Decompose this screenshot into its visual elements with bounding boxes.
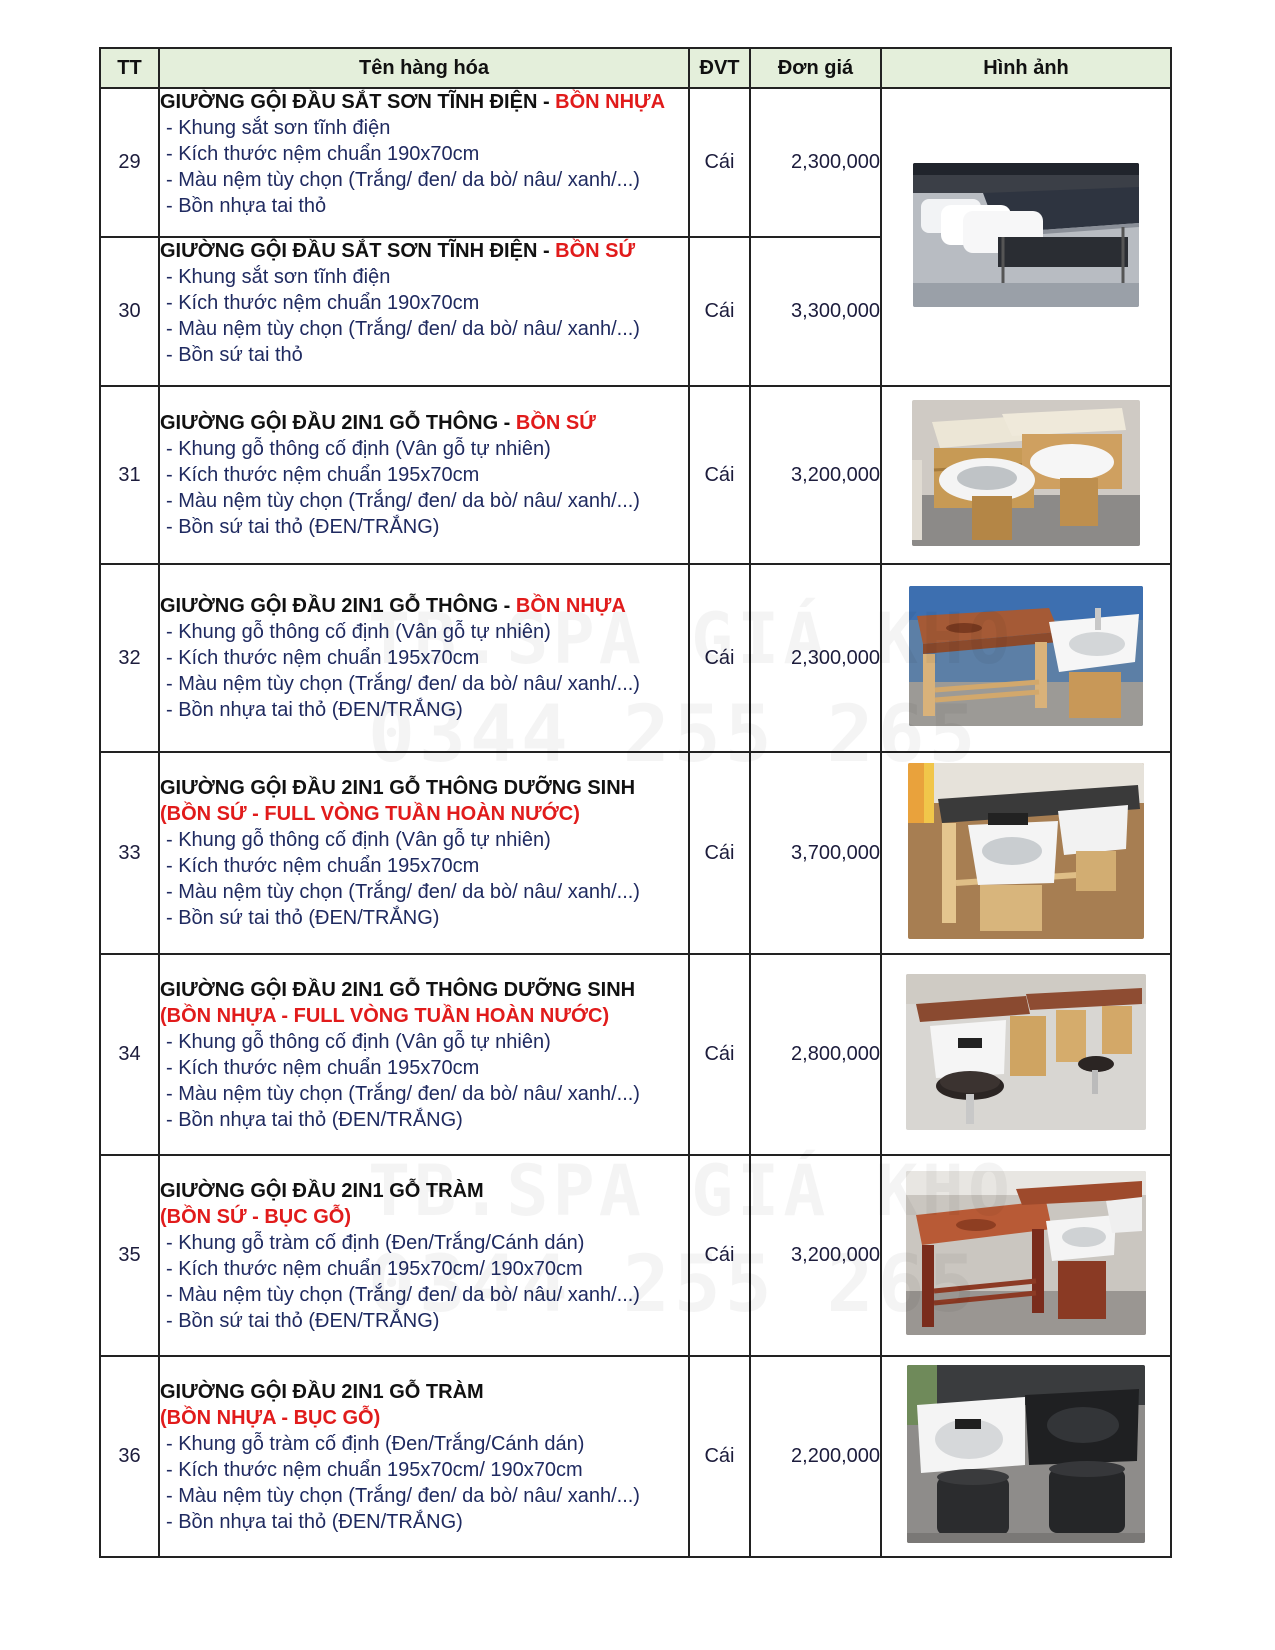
pine-wellness-ceramic-photo	[908, 763, 1144, 939]
price-cell: 2,800,000	[750, 954, 881, 1155]
product-title	[160, 593, 688, 619]
acacia-bed-ceramic-photo	[906, 1171, 1146, 1335]
product-title-text: GIƯỜNG GỘI ĐẦU SẮT SƠN TĨNH ĐIỆN -	[160, 240, 556, 262]
spec-line: - Kích thước nệm chuẩn 195x70cm	[166, 647, 480, 669]
product-title-highlight: BỒN NHỰA	[515, 595, 626, 617]
unit-cell: Cái	[689, 752, 750, 954]
price-cell: 3,300,000	[750, 237, 881, 386]
price-cell: 2,200,000	[750, 1356, 881, 1557]
product-subtitle: (BỒN NHỰA - FULL VÒNG TUẦN HOÀN NƯỚC)	[160, 1004, 610, 1027]
spec-line: - Màu nệm tùy chọn (Trắng/ đen/ da bò/ nâu/ xanh/...)	[166, 673, 640, 695]
spec-line: - Bồn nhựa tai thỏ (ĐEN/TRẮNG)	[166, 699, 463, 721]
pine-wellness-plastic-photo	[906, 974, 1146, 1130]
product-image-cell	[881, 564, 1171, 752]
unit-cell: Cái	[689, 237, 750, 386]
price-table	[99, 47, 1172, 1558]
product-image-cell	[881, 1155, 1171, 1356]
product-description	[159, 752, 689, 954]
unit-cell: Cái	[689, 1155, 750, 1356]
spec-line: - Kích thước nệm chuẩn 190x70cm	[166, 292, 480, 314]
pine-bed-ceramic-photo	[912, 400, 1140, 546]
spec-line: - Khung sắt sơn tĩnh điện	[166, 117, 391, 139]
row-number: 35	[100, 1155, 159, 1356]
product-description	[159, 88, 689, 237]
spec-line: - Khung sắt sơn tĩnh điện	[166, 266, 391, 288]
spec-line: - Bồn sứ tai thỏ (ĐEN/TRẮNG)	[166, 516, 440, 538]
product-title: GIƯỜNG GỘI ĐẦU 2IN1 GỖ TRÀM	[160, 1179, 484, 1202]
product-image-cell	[881, 954, 1171, 1155]
product-subtitle: (BỒN SỨ - FULL VÒNG TUẦN HOÀN NƯỚC)	[160, 803, 580, 825]
row-number: 29	[100, 88, 159, 237]
spec-line: - Kích thước nệm chuẩn 195x70cm	[166, 855, 480, 877]
product-title: GIƯỜNG GỘI ĐẦU 2IN1 GỖ THÔNG DƯỠNG SINH	[160, 777, 636, 799]
product-image-cell	[881, 88, 1171, 386]
spec-line: - Kích thước nệm chuẩn 190x70cm	[166, 143, 480, 165]
spec-line: - Kích thước nệm chuẩn 195x70cm	[166, 464, 480, 486]
acacia-bed-plastic-photo	[907, 1365, 1145, 1543]
row-number: 31	[100, 386, 159, 564]
table-row	[100, 1155, 1171, 1356]
spec-line: - Kích thước nệm chuẩn 195x70cm	[166, 1056, 480, 1079]
product-title: GIƯỜNG GỘI ĐẦU 2IN1 GỖ THÔNG DƯỠNG SINH	[160, 978, 636, 1001]
row-number: 32	[100, 564, 159, 752]
spec-line: - Khung gỗ tràm cố định (Đen/Trắng/Cánh dán)	[166, 1231, 585, 1254]
header-row	[100, 48, 1171, 88]
spec-line: - Khung gỗ tràm cố định (Đen/Trắng/Cánh dán)	[166, 1432, 585, 1455]
price-cell: 3,200,000	[750, 386, 881, 564]
spec-line: - Khung gỗ thông cố định (Vân gỗ tự nhiên)	[166, 829, 551, 851]
unit-cell: Cái	[689, 386, 750, 564]
product-description	[159, 1155, 689, 1356]
table-row	[100, 88, 1171, 237]
spec-line: - Khung gỗ thông cố định (Vân gỗ tự nhiên)	[166, 621, 551, 643]
spec-line: - Màu nệm tùy chọn (Trắng/ đen/ da bò/ nâu/ xanh/...)	[166, 1484, 640, 1507]
product-image-cell	[881, 386, 1171, 564]
spec-line: - Màu nệm tùy chọn (Trắng/ đen/ da bò/ nâu/ xanh/...)	[166, 881, 640, 903]
product-title	[160, 238, 688, 264]
product-title-highlight: BỒN NHỰA	[555, 91, 666, 113]
price-cell: 3,700,000	[750, 752, 881, 954]
price-cell: 3,200,000	[750, 1155, 881, 1356]
header-image: Hình ảnh	[881, 48, 1171, 88]
spec-line: - Màu nệm tùy chọn (Trắng/ đen/ da bò/ nâu/ xanh/...)	[166, 318, 640, 340]
unit-cell: Cái	[689, 1356, 750, 1557]
header-tt: TT	[100, 48, 159, 88]
product-description	[159, 1356, 689, 1557]
product-title	[160, 89, 688, 115]
row-number: 34	[100, 954, 159, 1155]
spec-line: - Màu nệm tùy chọn (Trắng/ đen/ da bò/ nâu/ xanh/...)	[166, 1283, 640, 1306]
spec-line: - Bồn nhựa tai thỏ (ĐEN/TRẮNG)	[166, 1108, 463, 1131]
spec-line: - Màu nệm tùy chọn (Trắng/ đen/ da bò/ nâu/ xanh/...)	[166, 1082, 640, 1105]
product-description	[159, 386, 689, 564]
table-row	[100, 954, 1171, 1155]
product-description	[159, 954, 689, 1155]
product-title	[160, 410, 688, 436]
product-title: GIƯỜNG GỘI ĐẦU 2IN1 GỖ TRÀM	[160, 1380, 484, 1403]
product-image-cell	[881, 752, 1171, 954]
spec-line: - Khung gỗ thông cố định (Vân gỗ tự nhiên)	[166, 1030, 551, 1053]
header-price: Đơn giá	[750, 48, 881, 88]
row-number: 30	[100, 237, 159, 386]
unit-cell: Cái	[689, 954, 750, 1155]
header-name: Tên hàng hóa	[159, 48, 689, 88]
spec-line: - Bồn nhựa tai thỏ (ĐEN/TRẮNG)	[166, 1510, 463, 1533]
spec-line: - Khung gỗ thông cố định (Vân gỗ tự nhiên)	[166, 438, 551, 460]
product-title-text: GIƯỜNG GỘI ĐẦU 2IN1 GỖ THÔNG -	[160, 595, 516, 617]
header-unit: ĐVT	[689, 48, 750, 88]
product-subtitle: (BỒN SỨ - BỤC GỖ)	[160, 1205, 352, 1228]
unit-cell: Cái	[689, 88, 750, 237]
product-title-highlight: BỒN SỨ	[555, 240, 636, 262]
spec-line: - Bồn sứ tai thỏ (ĐEN/TRẮNG)	[166, 1309, 440, 1332]
table-row	[100, 752, 1171, 954]
price-cell: 2,300,000	[750, 88, 881, 237]
spec-line: - Màu nệm tùy chọn (Trắng/ đen/ da bò/ nâu/ xanh/...)	[166, 169, 640, 191]
spec-line: - Kích thước nệm chuẩn 195x70cm/ 190x70cm	[166, 1458, 583, 1481]
product-description	[159, 237, 689, 386]
table-row	[100, 386, 1171, 564]
table-row	[100, 564, 1171, 752]
pine-bed-plastic-photo	[909, 586, 1143, 726]
spec-line: - Kích thước nệm chuẩn 195x70cm/ 190x70cm	[166, 1257, 583, 1280]
row-number: 33	[100, 752, 159, 954]
spec-line: - Bồn nhựa tai thỏ	[166, 195, 327, 217]
product-description	[159, 564, 689, 752]
spec-line: - Màu nệm tùy chọn (Trắng/ đen/ da bò/ nâu/ xanh/...)	[166, 490, 640, 512]
unit-cell: Cái	[689, 564, 750, 752]
product-title-highlight: BỒN SỨ	[515, 412, 596, 434]
row-number: 36	[100, 1356, 159, 1557]
product-title-text: GIƯỜNG GỘI ĐẦU SẮT SƠN TĨNH ĐIỆN -	[160, 91, 556, 113]
table-row	[100, 1356, 1171, 1557]
iron-bed-photo	[913, 163, 1139, 307]
spec-line: - Bồn sứ tai thỏ	[166, 344, 303, 366]
price-cell: 2,300,000	[750, 564, 881, 752]
product-subtitle: (BỒN NHỰA - BỤC GỖ)	[160, 1406, 381, 1429]
spec-line: - Bồn sứ tai thỏ (ĐEN/TRẮNG)	[166, 907, 440, 929]
product-title-text: GIƯỜNG GỘI ĐẦU 2IN1 GỖ THÔNG -	[160, 412, 516, 434]
product-image-cell	[881, 1356, 1171, 1557]
